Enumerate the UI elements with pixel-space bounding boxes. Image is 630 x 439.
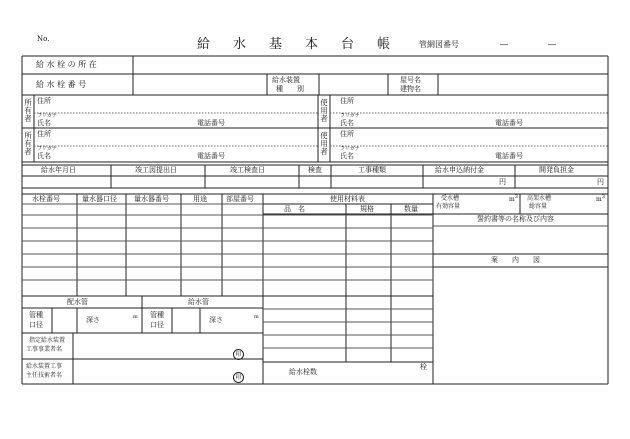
spec-header: 規格: [360, 205, 374, 213]
receiving-tank-label: 受水槽: [441, 195, 460, 202]
materials-list-header: 使用材料表: [330, 195, 365, 203]
faucet-number-label: 給 水 栓 番 号: [36, 80, 87, 89]
dist-depth-unit: m: [133, 314, 138, 320]
user-phone-label: 電話番号: [495, 119, 523, 127]
owner2-phone-label: 電話番号: [197, 152, 225, 160]
supply-pipe-type-label: 管種: [150, 311, 164, 319]
contractor-seal-icon: 印: [233, 349, 244, 360]
elevated-tank-label: 高架水槽: [527, 195, 552, 202]
application-fee-header: 給水申込納付金: [435, 166, 484, 174]
supply-depth-unit: m: [254, 314, 259, 320]
distribution-pipe-label: 配水管: [67, 298, 88, 306]
engineer-seal-icon: 印: [233, 372, 244, 383]
application-fee-yen: 円: [499, 178, 506, 186]
building-name-label: 建物名: [400, 85, 421, 93]
completion-drawing-date-header: 竣工図提出日: [135, 166, 177, 174]
user-address-label: 住所: [340, 97, 354, 105]
owner-furigana-label: フリガナ: [37, 113, 57, 119]
supply-date-header: 給水年月日: [41, 166, 76, 174]
user2-address-label: 住所: [340, 130, 354, 138]
quantity-header: 数量: [404, 205, 418, 213]
dist-pipe-type-label: 管種: [29, 311, 43, 319]
total-capacity-label: 総容量: [529, 203, 548, 210]
pipe-map-dash-1: ―: [500, 40, 508, 49]
elevated-tank-unit: $m^3$: [596, 194, 605, 203]
owner-vertical-label-2: 所 有 者: [24, 131, 32, 156]
faucet-count-label: 給水栓数: [289, 368, 317, 376]
owner-name-label: 氏名: [37, 119, 51, 127]
supply-pipe-label: 給水管: [188, 298, 209, 306]
owner-address-label: 住所: [37, 97, 51, 105]
meter-number-header: 量水器番号: [134, 195, 169, 203]
dist-bore-label: 口径: [29, 321, 43, 329]
user2-furigana-label: フリガナ: [340, 146, 360, 152]
supply-depth-label: 深さ: [209, 316, 223, 324]
contractor-label-1: 指定給水装置: [29, 337, 66, 344]
engineer-label-1: 給水装置工事: [26, 363, 63, 370]
guide-map-label: 案 内 図: [491, 256, 540, 264]
owner2-address-label: 住所: [37, 130, 51, 138]
faucet-number-header: 水栓番号: [32, 195, 60, 203]
title-char-5: 台: [341, 37, 355, 52]
owner2-furigana-label: フリガナ: [37, 146, 57, 152]
inspection-header: 検査: [308, 166, 322, 174]
item-name-header: 品 名: [284, 205, 305, 213]
usage-header: 用途: [193, 195, 207, 203]
title-char-4: 本: [305, 37, 319, 52]
engineer-label-2: 主任技術者名: [26, 372, 63, 379]
device-type-label: 給水装置: [272, 76, 300, 84]
title-char-6: 帳: [377, 37, 391, 52]
owner-phone-label: 電話番号: [197, 119, 225, 127]
house-name-label: 屋号名: [400, 76, 421, 84]
development-charge-yen: 円: [597, 178, 604, 186]
user-vertical-label-1: 使 用 者: [320, 98, 328, 123]
faucet-location-label: 給 水 栓 の 所 在: [36, 60, 97, 69]
title-char-1: 給: [197, 37, 211, 52]
device-type-label-2: 種 別: [276, 85, 304, 93]
title-char-2: 水: [233, 37, 247, 52]
pipe-map-dash-2: ―: [548, 40, 556, 49]
dist-depth-label: 深さ: [86, 316, 100, 324]
faucet-count-unit: 栓: [420, 363, 427, 371]
user2-phone-label: 電話番号: [495, 152, 523, 160]
title-char-3: 基: [269, 37, 283, 52]
pledge-documents-label: 誓約書等の名称及び内容: [477, 215, 554, 223]
user-vertical-label-2: 使 用 者: [320, 131, 328, 156]
pipe-map-number-label: 管網図番号: [419, 40, 459, 49]
room-number-header: 部屋番号: [226, 195, 254, 203]
user-name-label: 氏名: [340, 119, 354, 127]
user-furigana-label: フリガナ: [340, 113, 360, 119]
user2-name-label: 氏名: [340, 152, 354, 160]
meter-bore-header: 量水器口径: [82, 195, 117, 203]
development-charge-header: 開発負担金: [539, 166, 574, 174]
number-label: No.: [37, 35, 50, 43]
supply-bore-label: 口径: [150, 321, 164, 329]
effective-capacity-label: 有効容量: [436, 203, 461, 210]
owner-vertical-label-1: 所 有 者: [24, 98, 32, 123]
contractor-label-2: 工事事業者名: [26, 346, 63, 353]
owner2-name-label: 氏名: [37, 152, 51, 160]
receiving-tank-unit: $m^3$: [509, 194, 518, 203]
completion-inspection-date-header: 竣工検査日: [230, 166, 265, 174]
construction-type-header: 工事種類: [358, 166, 386, 174]
